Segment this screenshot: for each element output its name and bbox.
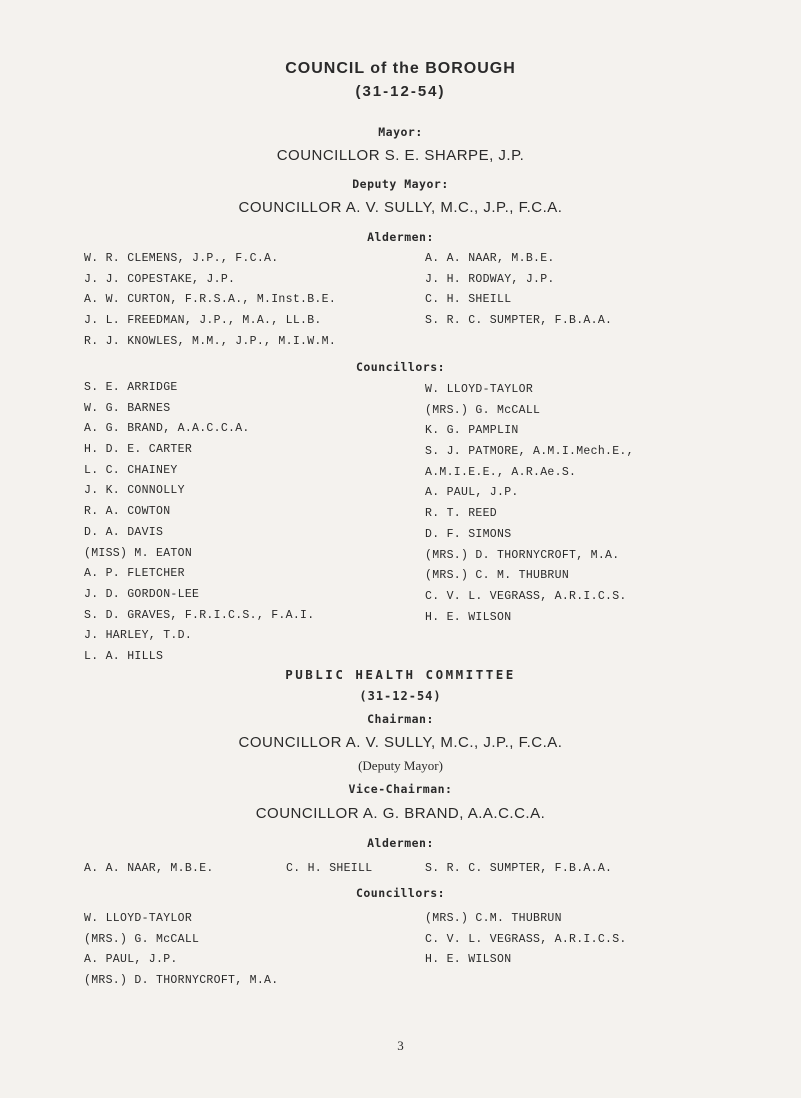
- list-item: A. G. BRAND, A.A.C.C.A.: [84, 422, 250, 436]
- list-item: (MRS.) G. McCALL: [84, 932, 200, 946]
- committee-councillors-heading: Councillors:: [355, 886, 446, 900]
- list-item: R. J. KNOWLES, M.M., J.P., M.I.W.M.: [84, 334, 337, 348]
- list-item: J. D. GORDON-LEE: [84, 587, 200, 601]
- list-item: D. F. SIMONS: [425, 527, 512, 541]
- committee-date: (31-12-54): [359, 689, 442, 703]
- list-item: C. V. L. VEGRASS, A.R.I.C.S.: [425, 589, 627, 603]
- list-item: A. A. NAAR, M.B.E.: [84, 862, 214, 875]
- committee-title: PUBLIC HEALTH COMMITTEE: [285, 667, 516, 682]
- list-item: C. V. L. VEGRASS, A.R.I.C.S.: [425, 932, 627, 946]
- councillors-list-right: [425, 380, 634, 628]
- list-item: A. A. NAAR, M.B.E.: [425, 252, 555, 265]
- list-item: J. H. RODWAY, J.P.: [425, 272, 555, 286]
- list-item: (MRS.) C. M. THUBRUN: [425, 569, 570, 583]
- chairman-name: COUNCILLOR A. V. SULLY, M.C., J.P., F.C.A.: [238, 734, 563, 751]
- list-item: R. T. REED: [425, 507, 498, 521]
- list-item: S. R. C. SUMPTER, F.B.A.A.: [425, 862, 613, 875]
- list-item: A.M.I.E.E., A.R.Ae.S.: [425, 465, 577, 479]
- list-item: H. E. WILSON: [425, 610, 512, 624]
- list-item: W. R. CLEMENS, J.P., F.C.A.: [84, 252, 279, 265]
- list-item: A. PAUL, J.P.: [425, 486, 519, 500]
- list-item: K. G. PAMPLIN: [425, 424, 519, 438]
- deputy-mayor-heading: Deputy Mayor:: [352, 177, 449, 191]
- list-item: L. A. HILLS: [84, 649, 164, 663]
- list-item: S. D. GRAVES, F.R.I.C.S., F.A.I.: [84, 608, 315, 622]
- committee-councillors-right: [425, 909, 627, 971]
- aldermen-list-left: [84, 249, 336, 352]
- list-item: S. J. PATMORE, A.M.I.Mech.E.,: [425, 445, 634, 459]
- councillors-heading: Councillors:: [355, 360, 446, 374]
- committee-councillors-left: [84, 909, 278, 992]
- deputy-mayor-name: COUNCILLOR A. V. SULLY, M.C., J.P., F.C.A.: [238, 199, 563, 216]
- list-item: C. H. SHEILL: [286, 862, 373, 875]
- list-item: (MRS.) D. THORNYCROFT, M.A.: [84, 974, 279, 988]
- list-item: L. C. CHAINEY: [84, 463, 178, 477]
- chairman-note: (Deputy Mayor): [358, 758, 443, 773]
- list-item: S. E. ARRIDGE: [84, 381, 178, 394]
- list-item: S. R. C. SUMPTER, F.B.A.A.: [425, 314, 613, 328]
- list-item: A. PAUL, J.P.: [84, 953, 178, 967]
- chairman-heading: Chairman:: [367, 712, 434, 726]
- list-item: W. LLOYD-TAYLOR: [84, 912, 193, 925]
- list-item: (MRS.) C.M. THUBRUN: [425, 912, 562, 925]
- vice-chairman-heading: Vice-Chairman:: [348, 782, 453, 796]
- list-item: (MRS.) G. McCALL: [425, 403, 541, 417]
- list-item: R. A. COWTON: [84, 505, 171, 519]
- list-item: D. A. DAVIS: [84, 525, 164, 539]
- list-item: H. E. WILSON: [425, 953, 512, 967]
- aldermen-list-right: [425, 249, 612, 332]
- mayor-name: COUNCILLOR S. E. SHARPE, J.P.: [276, 147, 525, 164]
- list-item: H. D. E. CARTER: [84, 443, 193, 457]
- committee-aldermen-heading: Aldermen:: [367, 836, 434, 850]
- mayor-heading: Mayor:: [378, 125, 423, 139]
- list-item: (MRS.) D. THORNYCROFT, M.A.: [425, 548, 620, 562]
- council-title: COUNCIL of the BOROUGH: [285, 60, 516, 77]
- list-item: A. W. CURTON, F.R.S.A., M.Inst.B.E.: [84, 293, 337, 307]
- list-item: A. P. FLETCHER: [84, 567, 185, 581]
- page-number: 3: [397, 1038, 404, 1053]
- council-date: (31-12-54): [355, 83, 446, 100]
- list-item: (MISS) M. EATON: [84, 546, 193, 560]
- list-item: J. L. FREEDMAN, J.P., M.A., LL.B.: [84, 314, 322, 328]
- aldermen-heading: Aldermen:: [367, 230, 434, 244]
- list-item: J. J. COPESTAKE, J.P.: [84, 272, 236, 286]
- list-item: J. K. CONNOLLY: [84, 484, 185, 498]
- vice-chairman-name: COUNCILLOR A. G. BRAND, A.A.C.C.A.: [255, 805, 546, 822]
- councillors-list-left: [84, 378, 314, 668]
- list-item: W. LLOYD-TAYLOR: [425, 383, 534, 396]
- list-item: W. G. BARNES: [84, 401, 171, 415]
- list-item: J. HARLEY, T.D.: [84, 629, 193, 643]
- list-item: C. H. SHEILL: [425, 293, 512, 307]
